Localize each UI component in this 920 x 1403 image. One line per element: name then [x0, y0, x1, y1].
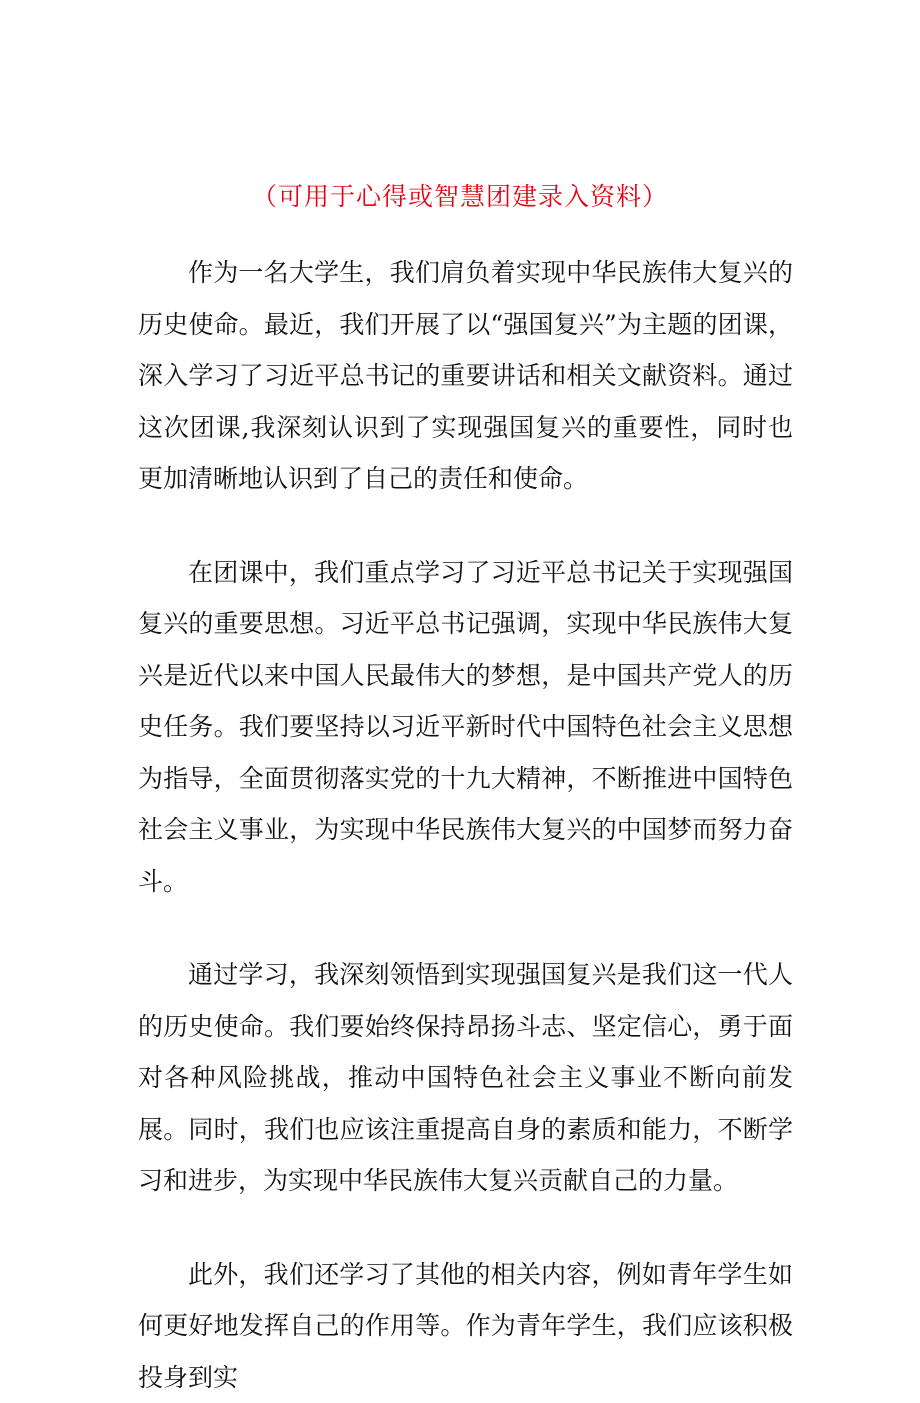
document-body — [138, 247, 793, 1403]
paragraph-4: 此外，我们还学习了其他的相关内容，例如青年学生如何更好地发挥自己的作用等。作为青年学生，我们应该积极投身到实 — [138, 1249, 793, 1403]
document-subtitle: （可用于心得或智慧团建录入资料） — [0, 180, 920, 214]
paragraph-3: 通过学习，我深刻领悟到实现强国复兴是我们这一代人的历史使命。我们要始终保持昂扬斗志、坚定信心，勇于面对各种风险挑战，推动中国特色社会主义事业不断向前发展。同时，我们也应该注重提高自身的素质和能力，不断学习和进步，为实现中华民族伟大复兴贡献自己的力量。 — [138, 949, 793, 1207]
paragraph-2: 在团课中，我们重点学习了习近平总书记关于实现强国复兴的重要思想。习近平总书记强调，实现中华民族伟大复兴是近代以来中国人民最伟大的梦想，是中国共产党人的历史任务。我们要坚持以习近平新时代中国特色社会主义思想为指导，全面贯彻落实党的十九大精神，不断推进中国特色社会主义事业，为实现中华民族伟大复兴的中国梦而努力奋斗。 — [138, 547, 793, 908]
paragraph-1: 作为一名大学生，我们肩负着实现中华民族伟大复兴的历史使命。最近，我们开展了以“强国复兴”为主题的团课，深入学习了习近平总书记的重要讲话和相关文献资料。通过这次团课,我深刻认识到了实现强国复兴的重要性，同时也更加清晰地认识到了自己的责任和使命。 — [138, 247, 793, 505]
